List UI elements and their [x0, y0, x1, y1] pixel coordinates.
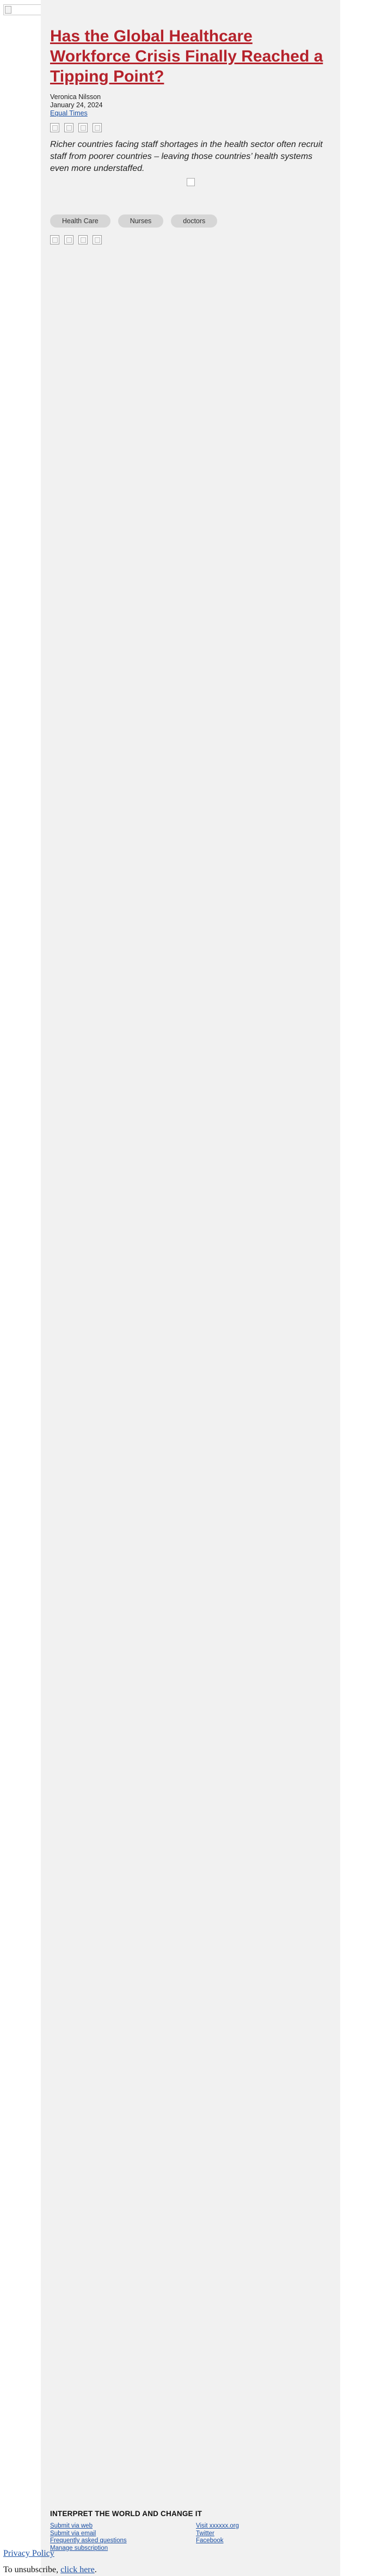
footer-heading: INTERPRET THE WORLD AND CHANGE IT: [50, 2510, 202, 2518]
share-icon-1[interactable]: [50, 123, 59, 132]
unsubscribe-text: To unsubscribe,: [3, 2565, 61, 2574]
tag-nurses[interactable]: Nurses: [118, 214, 164, 228]
author-name: Veronica Nilsson: [50, 93, 101, 101]
article-title[interactable]: Has the Global Healthcare Workforce Crisis Finally Reached a Tipping Point?: [50, 27, 323, 85]
footer-link-twitter[interactable]: Twitter: [196, 2530, 214, 2537]
broken-image-icon: [5, 6, 11, 14]
share-icon-bottom-1[interactable]: [50, 235, 59, 244]
share-icon-4[interactable]: [93, 123, 102, 132]
tag-doctors[interactable]: doctors: [171, 214, 217, 228]
footer-link-facebook[interactable]: Facebook: [196, 2537, 224, 2544]
article-meta: [50, 93, 331, 118]
footer-link-manage-subscription[interactable]: Manage subscription: [50, 2544, 108, 2552]
footer-link-submit-web[interactable]: Submit via web: [50, 2523, 93, 2529]
source-link[interactable]: Equal Times: [50, 109, 88, 117]
unsubscribe-link[interactable]: click here: [60, 2565, 95, 2574]
publish-date: January 24, 2024: [50, 101, 103, 109]
footer-link-submit-email[interactable]: Submit via email: [50, 2530, 96, 2537]
footer-link-visit-site[interactable]: Visit xxxxxx.org: [196, 2523, 239, 2529]
footer-link-faq[interactable]: Frequently asked questions: [50, 2537, 127, 2544]
tag-list: [50, 214, 331, 228]
privacy-policy-row: [3, 2549, 54, 2559]
share-icon-bottom-3[interactable]: [78, 235, 88, 244]
share-bar-bottom: [50, 235, 331, 244]
unsubscribe-row: [3, 2565, 97, 2575]
email-content-panel: [41, 0, 340, 2576]
footer-right-links: [196, 2523, 239, 2545]
share-bar-top: [50, 123, 331, 132]
share-icon-bottom-2[interactable]: [64, 235, 73, 244]
share-icon-bottom-4[interactable]: [93, 235, 102, 244]
unsubscribe-suffix: .: [94, 2565, 97, 2574]
newsletter-footer: [41, 2504, 340, 2574]
share-icon-2[interactable]: [64, 123, 73, 132]
article-image-placeholder: [187, 178, 195, 186]
privacy-policy-link[interactable]: Privacy Policy: [3, 2549, 54, 2558]
tag-health-care[interactable]: Health Care: [50, 214, 110, 228]
article-lede: Richer countries facing staff shortages in the health sector often recruit staff from poorer countries – leaving those countries’ health systems even more understaffed.: [50, 140, 323, 173]
share-icon-3[interactable]: [78, 123, 88, 132]
footer-left-links: [50, 2523, 127, 2552]
